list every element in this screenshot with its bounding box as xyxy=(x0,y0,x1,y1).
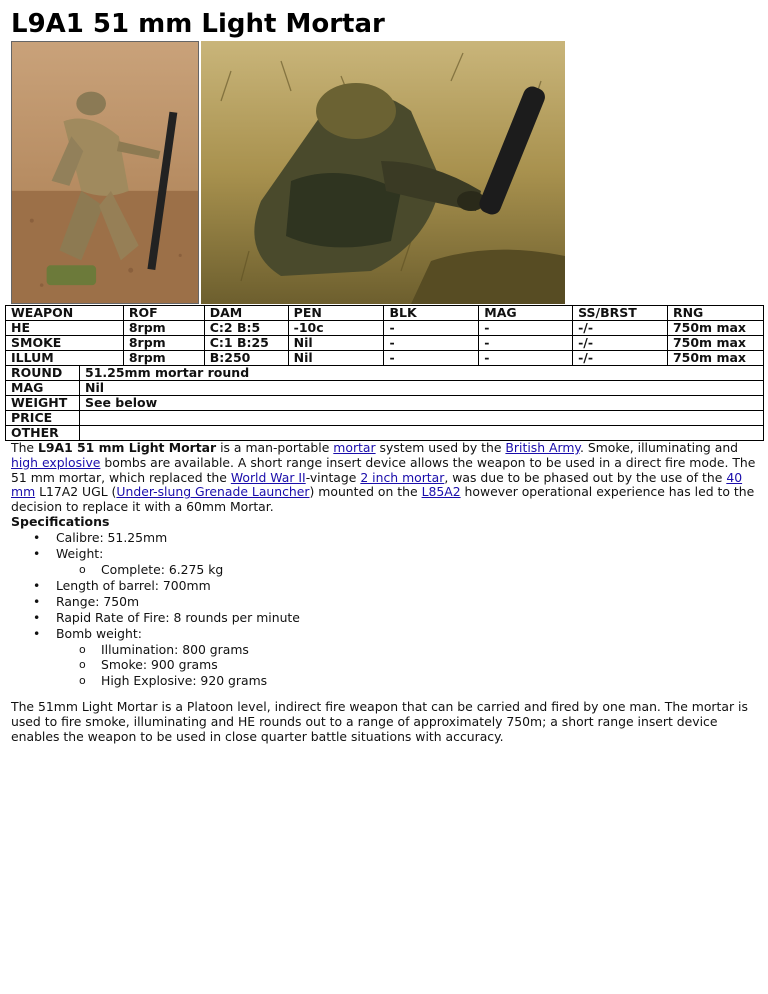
link-british-army[interactable]: British Army xyxy=(505,440,580,455)
table-cell: 8rpm xyxy=(123,336,204,351)
header-cell: PEN xyxy=(288,306,384,321)
table-cell: - xyxy=(384,336,479,351)
table-cell: C:1 B:25 xyxy=(204,336,288,351)
weapon-info-table xyxy=(5,365,764,441)
table-row xyxy=(6,396,764,411)
table-cell: 8rpm xyxy=(123,321,204,336)
specifications-heading: Specifications xyxy=(11,514,110,529)
table-cell: SMOKE xyxy=(6,336,124,351)
header-cell: WEAPON xyxy=(6,306,124,321)
table-cell: ILLUM xyxy=(6,351,124,366)
table-cell: - xyxy=(479,351,573,366)
table-row xyxy=(6,381,764,396)
table-cell: B:250 xyxy=(204,351,288,366)
table-cell: -10c xyxy=(288,321,384,336)
specifications-list xyxy=(11,530,300,688)
row-value: Nil xyxy=(80,381,764,396)
text-run: -vintage xyxy=(305,469,361,485)
text-run: L17A2 UGL ( xyxy=(35,484,117,500)
row-label: WEIGHT xyxy=(6,396,80,411)
sub-list-item: o Illumination: 800 grams xyxy=(56,642,300,658)
link-under-slung-grenade-launcher[interactable]: Under-slung Grenade Launcher xyxy=(116,484,310,500)
list-item xyxy=(11,546,300,578)
link-world-war-ii[interactable]: World War II xyxy=(230,469,306,485)
table-cell: - xyxy=(384,351,479,366)
table-row xyxy=(6,336,764,351)
table-cell: -/- xyxy=(573,336,668,351)
header-cell: RNG xyxy=(667,306,763,321)
text-run: ) mounted on the xyxy=(309,484,422,500)
row-label: PRICE xyxy=(6,411,80,426)
table-cell: - xyxy=(384,321,479,336)
header-cell: ROF xyxy=(123,306,204,321)
row-value xyxy=(80,411,764,426)
text-run: is a man-portable xyxy=(216,440,334,455)
table-row xyxy=(6,321,764,336)
row-label: ROUND xyxy=(6,366,80,381)
text-run: bombs are available. A short range insert device allows the weapon to be used in a direct fire mode. The 51 mm mortar, which replaced the xyxy=(11,454,756,485)
table-cell: Nil xyxy=(288,351,384,366)
row-value: See below xyxy=(80,396,764,411)
soldier-camouflage-photo xyxy=(201,41,565,304)
table-cell: Nil xyxy=(288,336,384,351)
link-mortar[interactable]: mortar xyxy=(333,440,376,455)
text-run: , was due to be phased out by the use of the xyxy=(444,469,727,485)
table-cell: -/- xyxy=(573,321,668,336)
link-l85a2[interactable]: L85A2 xyxy=(421,484,461,500)
table-cell: 750m max xyxy=(667,351,763,366)
page-title: L9A1 51 mm Light Mortar xyxy=(11,9,385,39)
header-cell: SS/BRST xyxy=(573,306,668,321)
table-cell: 750m max xyxy=(667,321,763,336)
bomb-weight-sublist xyxy=(56,642,300,689)
row-label: OTHER xyxy=(6,426,80,441)
list-item: • Rapid Rate of Fire: 8 rounds per minute xyxy=(11,610,300,626)
list-item: • Length of barrel: 700mm xyxy=(11,578,300,594)
table-row xyxy=(6,366,764,381)
table-cell: 750m max xyxy=(667,336,763,351)
text-run: system used by the xyxy=(375,440,506,455)
header-cell: BLK xyxy=(384,306,479,321)
table-cell: -/- xyxy=(573,351,668,366)
list-item: • Calibre: 51.25mm xyxy=(11,530,300,546)
link-2-inch-mortar[interactable]: 2 inch mortar xyxy=(360,469,445,485)
row-value: 51.25mm mortar round xyxy=(80,366,764,381)
row-value xyxy=(80,426,764,441)
weapon-name-bold: L9A1 51 mm Light Mortar xyxy=(37,440,217,455)
link-40-mm[interactable]: 40 mm xyxy=(11,469,743,500)
table-row xyxy=(6,411,764,426)
intro-paragraph xyxy=(11,441,759,515)
list-item: • Range: 750m xyxy=(11,594,300,610)
sub-list-item: o Smoke: 900 grams xyxy=(56,657,300,673)
sub-list-item: o Complete: 6.275 kg xyxy=(56,562,300,578)
table-cell: - xyxy=(479,336,573,351)
header-cell: MAG xyxy=(479,306,573,321)
table-cell: C:2 B:5 xyxy=(204,321,288,336)
list-item xyxy=(11,626,300,689)
table-cell: HE xyxy=(6,321,124,336)
text-run: . Smoke, illuminating and xyxy=(580,440,739,455)
table-row xyxy=(6,351,764,366)
row-label: MAG xyxy=(6,381,80,396)
header-cell: DAM xyxy=(204,306,288,321)
table-cell: 8rpm xyxy=(123,351,204,366)
sub-list-item: o High Explosive: 920 grams xyxy=(56,673,300,689)
table-cell: - xyxy=(479,321,573,336)
weight-sublist xyxy=(56,562,300,578)
text-run: The xyxy=(11,440,38,455)
closing-paragraph: The 51mm Light Mortar is a Platoon level, indirect fire weapon that can be carried and fired by one man. The mortar is used to fire smoke, illuminating and HE rounds out to a range of approximately 750m; a short range insert device enables the weapon to be used in close quarter battle situations with accuracy. xyxy=(11,699,748,744)
list-item-label: Weight: xyxy=(56,546,104,561)
weapon-stats-table xyxy=(5,305,764,366)
list-item-label: Bomb weight: xyxy=(56,625,142,641)
soldier-desert-photo xyxy=(11,41,199,304)
table-header-row xyxy=(6,306,764,321)
link-high-explosive[interactable]: high explosive xyxy=(11,454,101,470)
table-row xyxy=(6,426,764,441)
text-run: however operational experience has led to the decision to replace it with a 60mm Mortar. xyxy=(11,484,755,515)
